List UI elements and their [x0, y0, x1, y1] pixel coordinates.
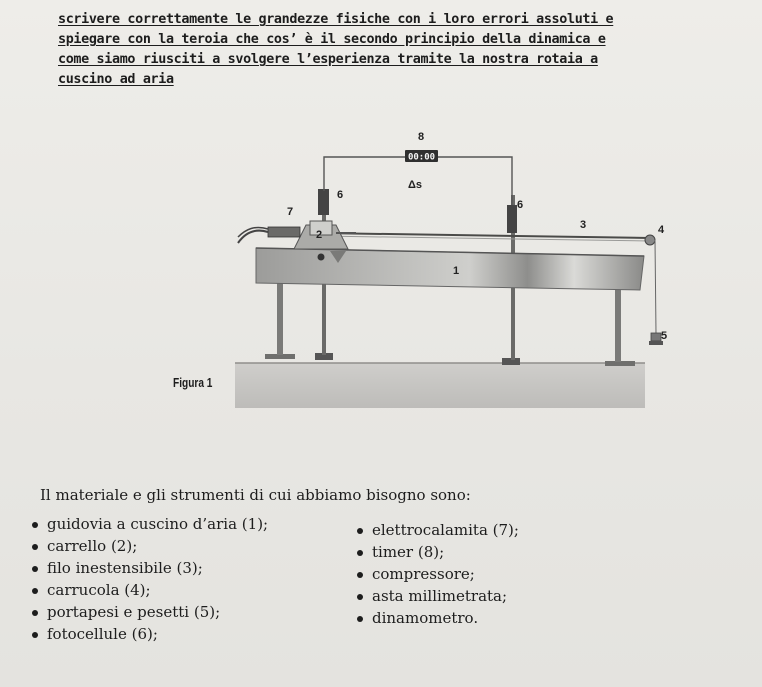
cart-hole: [318, 254, 325, 261]
label-pulley: 4: [658, 224, 665, 236]
label-photocell-right: 6: [517, 199, 524, 211]
hanging-string: [655, 240, 656, 333]
list-item: fotocellule (6);: [32, 623, 268, 645]
list-item: asta millimetrata;: [357, 585, 519, 607]
list-item: dinamometro.: [357, 607, 519, 629]
figure-air-track: [160, 125, 680, 415]
photocell-right: [507, 205, 517, 233]
intro-line-3: come siamo riusciti a svolgere l’esperienza tramite la nostra rotaia a: [58, 52, 598, 67]
right-leg: [615, 285, 621, 362]
list-item: carrucola (4);: [32, 579, 268, 601]
materials-list-right: [357, 519, 519, 629]
label-distance: Δs: [407, 179, 423, 191]
materials-list-left: [32, 513, 268, 645]
list-item: timer (8);: [357, 541, 519, 563]
list-item: filo inestensibile (3);: [32, 557, 268, 579]
label-photocell-left: 6: [337, 189, 344, 201]
label-cart: 2: [316, 229, 323, 241]
label-electromagnet: 7: [287, 206, 294, 218]
pulley: [645, 235, 655, 245]
label-timer: 8: [417, 131, 425, 143]
intro-line-4: cuscino ad aria: [58, 72, 174, 87]
label-air-track: 1: [453, 265, 460, 277]
table-surface: [235, 363, 645, 408]
intro-line-1: scrivere correttamente le grandezze fisiche con i loro errori assoluti e: [58, 12, 614, 27]
weight-hanger: [651, 333, 661, 341]
list-item: carrello (2);: [32, 535, 268, 557]
photocell-left: [318, 189, 329, 215]
materials-heading: Il materiale e gli strumenti di cui abbiamo bisogno sono:: [40, 486, 471, 504]
list-item: guidovia a cuscino d’aria (1);: [32, 513, 268, 535]
list-item: elettrocalamita (7);: [357, 519, 519, 541]
figure-caption: Figura 1: [173, 375, 213, 390]
electromagnet: [268, 227, 300, 237]
list-item: portapesi e pesetti (5);: [32, 601, 268, 623]
list-item: compressore;: [357, 563, 519, 585]
label-weights: 5: [661, 330, 668, 342]
label-string: 3: [580, 219, 587, 231]
intro-text: [58, 10, 748, 90]
left-leg: [277, 283, 283, 355]
timer-display: 00:00: [407, 152, 436, 163]
air-track-diagram: [160, 125, 680, 415]
intro-line-2: spiegare con la teroia che cos’ è il secondo principio della dinamica e: [58, 32, 606, 47]
